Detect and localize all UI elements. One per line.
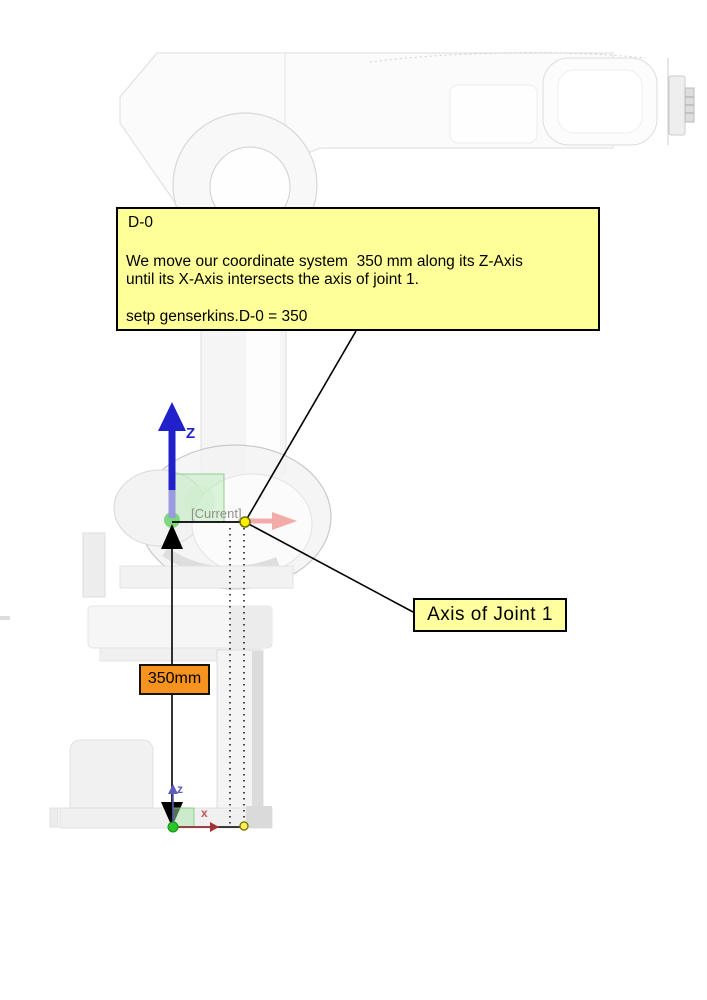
edge-artifact xyxy=(0,616,10,620)
robot-forearm-block xyxy=(450,85,537,143)
robot-base-plate-upper xyxy=(120,566,293,588)
dimension-350mm-label: 350mm xyxy=(139,664,210,695)
robot-base-foot-shade xyxy=(246,806,272,828)
axis-of-joint1-label: Axis of Joint 1 xyxy=(413,598,567,632)
d0-callout-box xyxy=(116,207,600,331)
robot-base-plate-shade xyxy=(230,607,271,647)
callout-body-line2: until its X-Axis intersects the axis of joint 1. xyxy=(126,271,419,288)
robot-wrist-inner xyxy=(558,70,642,133)
x-axis-label-base: x xyxy=(201,806,208,820)
joint1-axis-point-bottom xyxy=(240,822,248,830)
callout-command: setp genserkins.D-0 = 350 xyxy=(126,308,308,325)
robot-base-column-shade xyxy=(252,651,263,809)
z-axis-label-base: z xyxy=(177,782,183,796)
robot-base-bracket xyxy=(83,533,105,597)
robot-flange xyxy=(669,76,685,135)
callout-body-line1: We move our coordinate system 350 mm along its Z-Axis xyxy=(126,253,523,270)
base-origin-dot xyxy=(168,822,178,832)
z-axis-arrow-head xyxy=(158,402,186,431)
z-axis-label-upper: Z xyxy=(186,425,196,442)
current-frame-label: [Current] xyxy=(191,506,242,521)
callout-title: D-0 xyxy=(128,214,153,231)
robot-base-foot-stub xyxy=(50,808,58,827)
robot-render xyxy=(0,53,694,828)
